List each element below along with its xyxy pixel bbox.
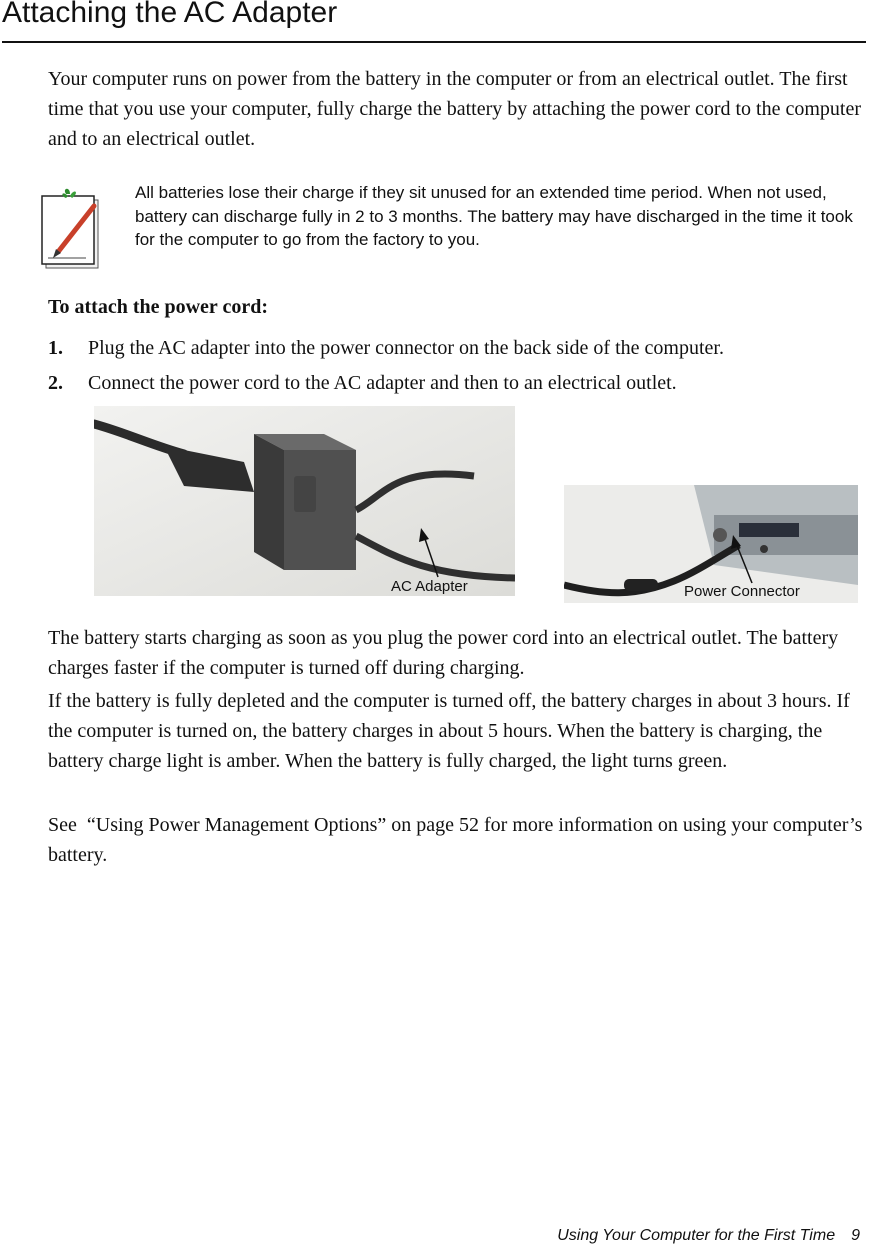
procedure-heading: To attach the power cord: xyxy=(48,296,268,318)
title-rule xyxy=(2,41,866,43)
ac-adapter-label: AC Adapter xyxy=(391,578,468,595)
body-paragraph-3: See “Using Power Management Options” on page 52 for more information on using your computer’s battery. xyxy=(48,814,863,866)
note-text: All batteries lose their charge if they sit unused for an extended time period. When not used, battery can discharge fully in 2 to 3 months. The battery may have discharged in the time it took for the computer to go from the factory to you. xyxy=(135,183,853,249)
intro-paragraph: Your computer runs on power from the battery in the computer or from an electrical outlet. The first time that you use your computer, fully charge the battery by attaching the power cord to the computer and to an electrical outlet. xyxy=(48,68,862,150)
note-pencil-icon xyxy=(36,186,102,272)
footer-page-number: 9 xyxy=(851,1227,860,1244)
body-paragraph-2: If the battery is fully depleted and the computer is turned off, the battery charges in about 3 hours. If the computer is turned on, the battery charges in about 5 hours. When the battery is charging, the battery charge light is amber. When the battery is fully charged, the light turns green. xyxy=(48,690,850,772)
step-text: Plug the AC adapter into the power connector on the back side of the computer. xyxy=(88,337,724,359)
power-connector-label: Power Connector xyxy=(684,583,800,600)
step-2 xyxy=(48,368,868,398)
step-number: 2. xyxy=(48,372,63,394)
step-number: 1. xyxy=(48,337,63,359)
step-text: Connect the power cord to the AC adapter and then to an electrical outlet. xyxy=(88,372,677,394)
page-title: Attaching the AC Adapter xyxy=(2,0,338,29)
footer-chapter: Using Your Computer for the First Time xyxy=(557,1227,836,1244)
page-footer xyxy=(557,1227,860,1245)
ac-adapter-photo xyxy=(94,406,515,596)
step-1 xyxy=(48,333,868,363)
body-paragraph-1: The battery starts charging as soon as you plug the power cord into an electrical outlet. The battery charges faster if the computer is turned off during charging. xyxy=(48,627,839,679)
